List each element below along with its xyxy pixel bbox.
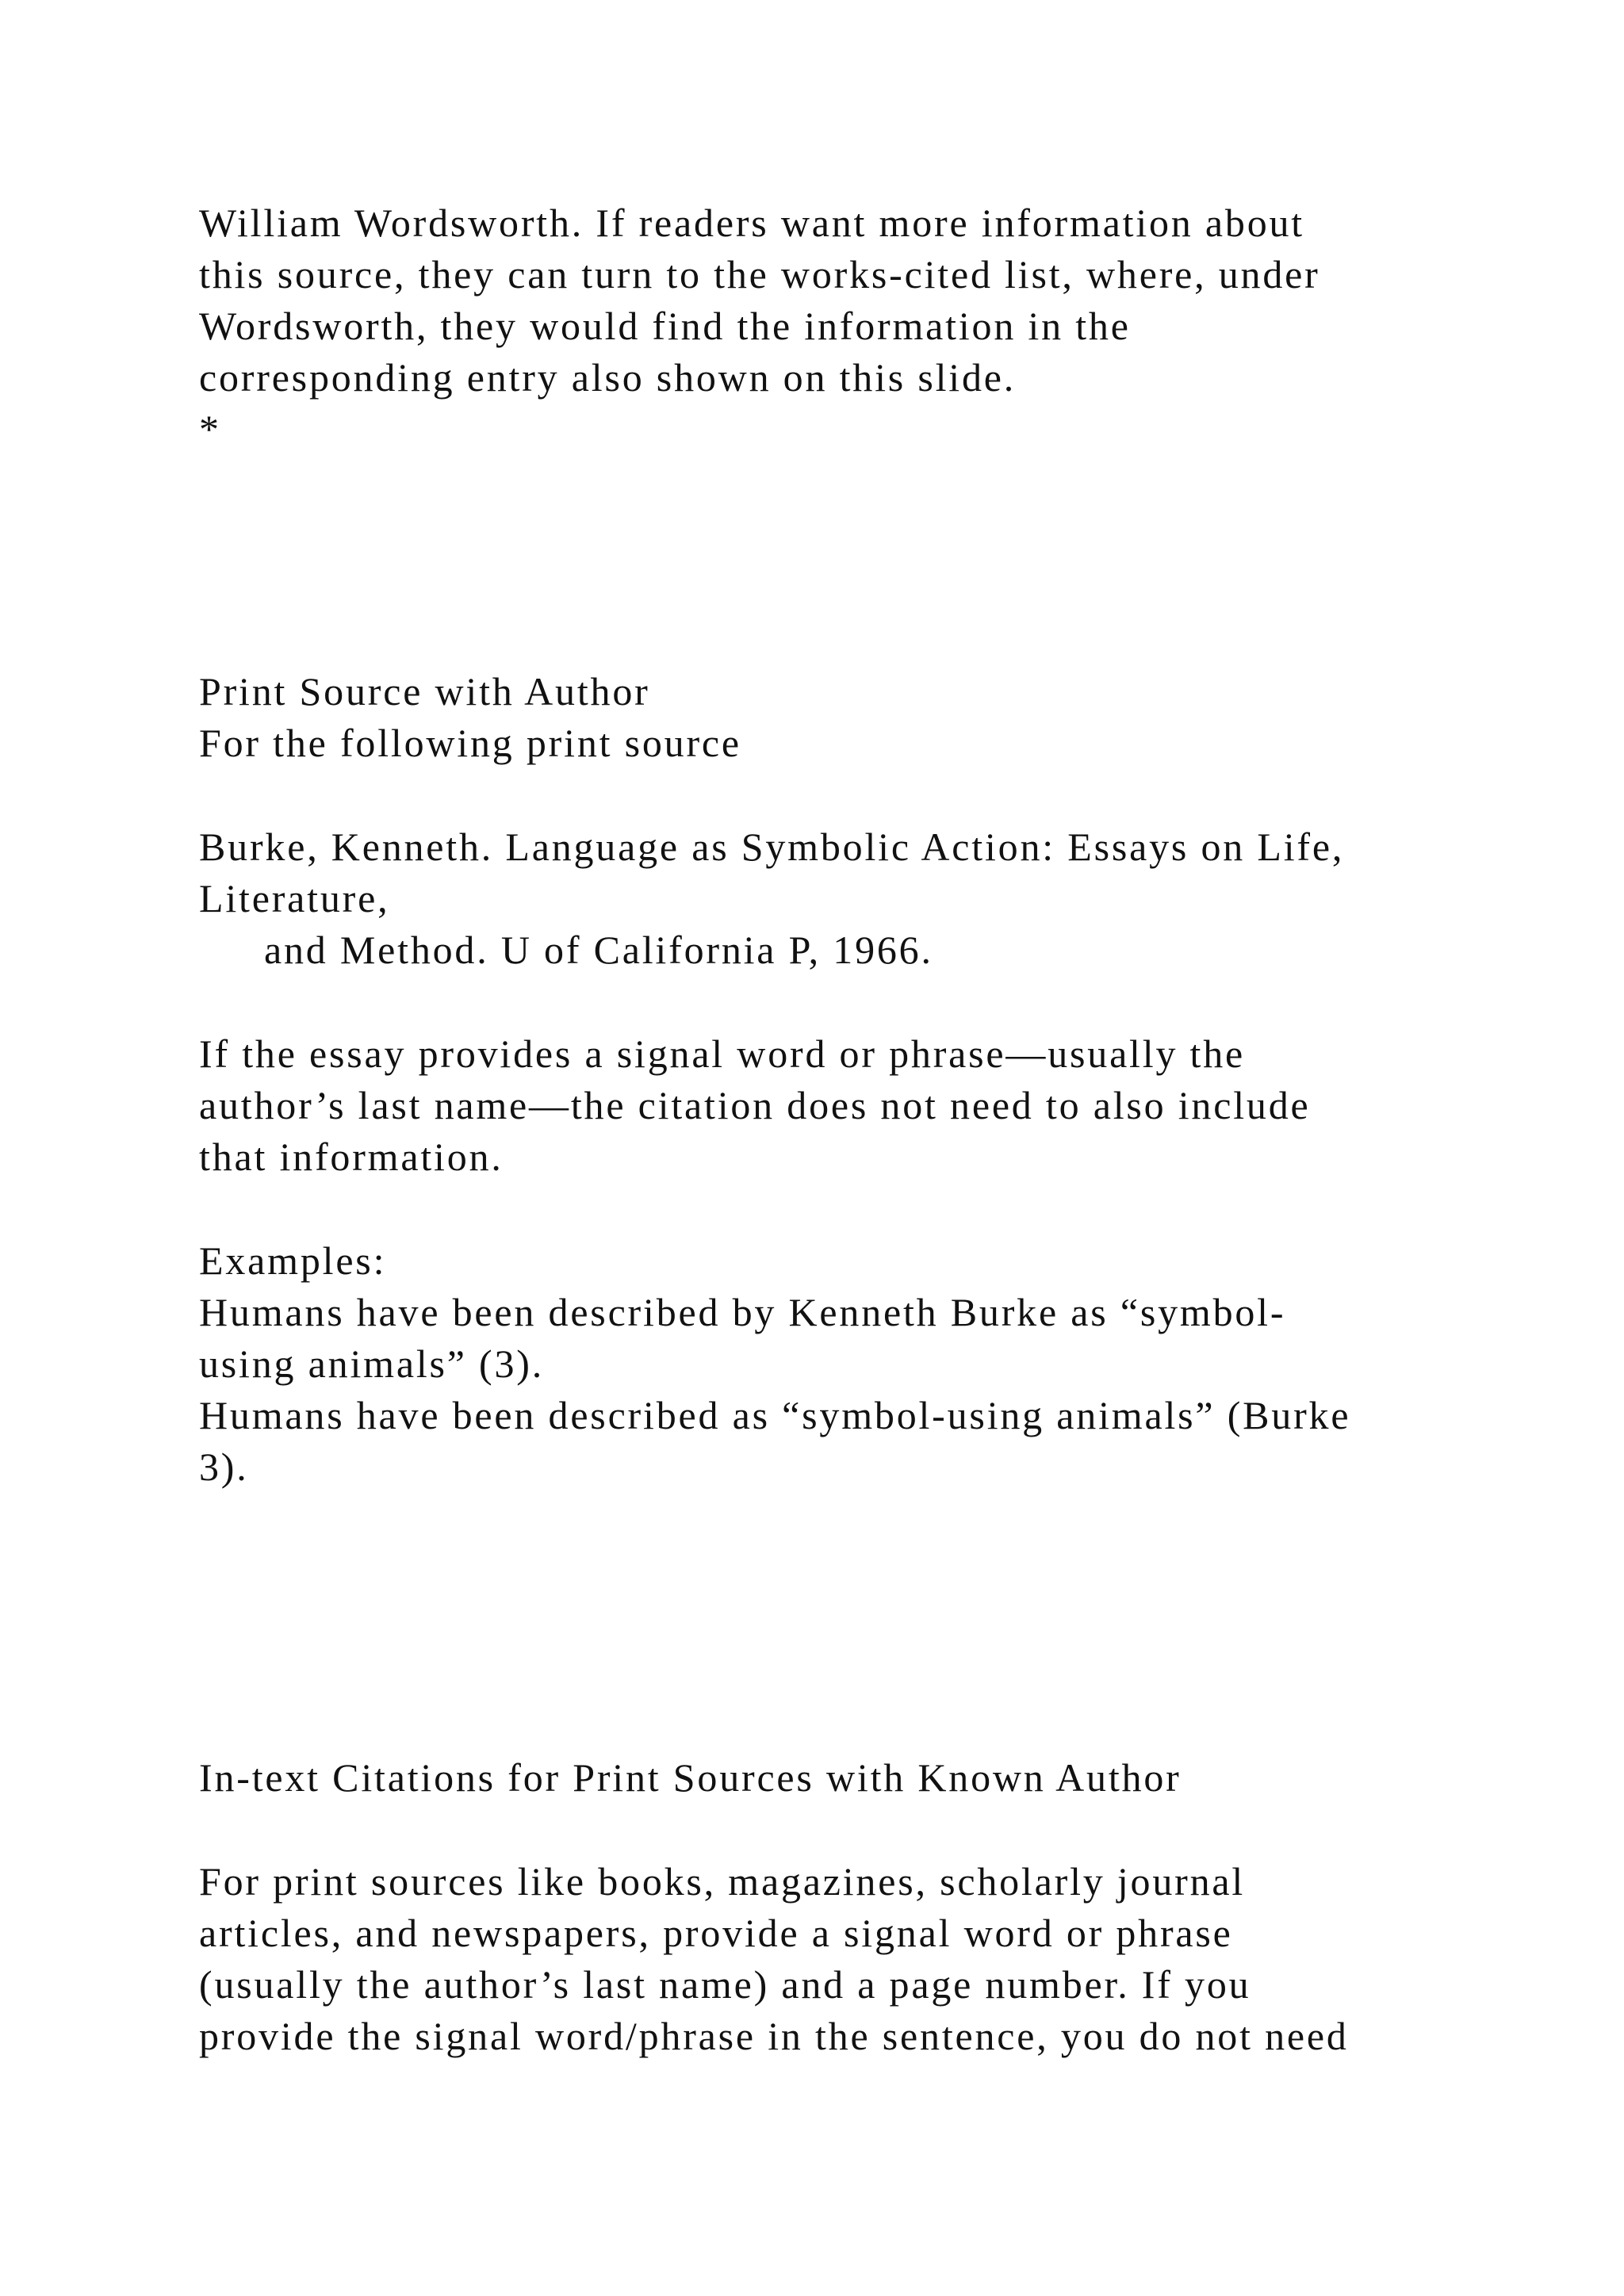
example-line: 3). xyxy=(199,1445,249,1489)
section-title: In-text Citations for Print Sources with Known Author xyxy=(199,1755,1182,1800)
text-line: provide the signal word/phrase in the sentence, you do not need xyxy=(199,2014,1349,2058)
example-line: using animals” (3). xyxy=(199,1341,545,1386)
text-line: that information. xyxy=(199,1135,504,1179)
text-line: For print sources like books, magazines, scholarly journal xyxy=(199,1859,1246,1904)
text-line: If the essay provides a signal word or phrase—usually the xyxy=(199,1031,1246,1076)
section-title: Print Source with Author xyxy=(199,669,650,714)
example-line: Humans have been described by Kenneth Burke as “symbol- xyxy=(199,1290,1286,1334)
text-line: (usually the author’s last name) and a page number. If you xyxy=(199,1962,1251,2007)
slide-marker: * xyxy=(199,407,221,451)
text-line: Wordsworth, they would find the information in the xyxy=(199,304,1131,348)
text-line: author’s last name—the citation does not need to also include xyxy=(199,1083,1311,1127)
text-line: this source, they can turn to the works-cited list, where, under xyxy=(199,252,1320,297)
citation-line: Burke, Kenneth. Language as Symbolic Action: Essays on Life, xyxy=(199,825,1345,869)
text-line: William Wordsworth. If readers want more information about xyxy=(199,201,1304,245)
text-line: articles, and newspapers, provide a signal word or phrase xyxy=(199,1911,1233,1955)
text-line: corresponding entry also shown on this slide. xyxy=(199,355,1017,400)
text-line: For the following print source xyxy=(199,721,741,765)
citation-line-indented: and Method. U of California P, 1966. xyxy=(264,928,933,972)
examples-label: Examples: xyxy=(199,1238,387,1283)
example-line: Humans have been described as “symbol-using animals” (Burke xyxy=(199,1393,1351,1437)
citation-line: Literature, xyxy=(199,876,390,920)
